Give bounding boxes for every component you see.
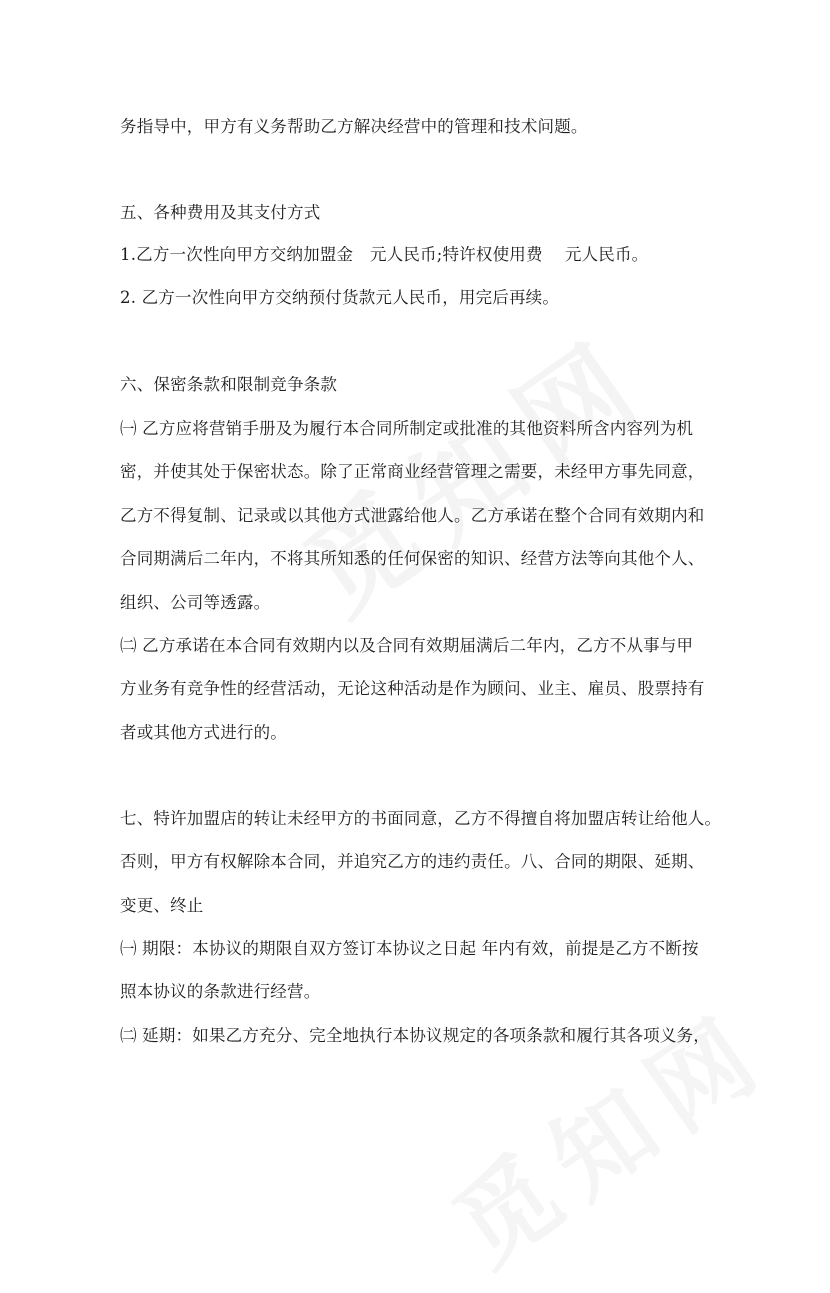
paragraph-line: 变更、终止 xyxy=(120,896,204,915)
paragraph-line: 务指导中，甲方有义务帮助乙方解决经营中的管理和技术问题。 xyxy=(120,117,588,136)
paragraph-line: 否则，甲方有权解除本合同，并追究乙方的违约责任。八、合同的期限、延期、 xyxy=(120,852,705,871)
section-heading-fees: 五、各种费用及其支付方式 xyxy=(120,203,321,222)
paragraph-line: 者或其他方式进行的。 xyxy=(120,723,287,742)
section-heading-confidentiality: 六、保密条款和限制竞争条款 xyxy=(120,375,338,394)
paragraph-line: 组织、公司等透露。 xyxy=(120,593,271,612)
section-heading-transfer: 七、特许加盟店的转让未经甲方的书面同意，乙方不得擅自将加盟店转让给他人。 xyxy=(120,809,722,828)
paragraph-line: 方业务有竞争性的经营活动，无论这种活动是作为顾问、业主、雇员、股票持有 xyxy=(120,679,705,698)
paragraph-line: 2. 乙方一次性向甲方交纳预付货款元人民币，用完后再续。 xyxy=(120,288,560,307)
paragraph-line: 1.乙方一次性向甲方交纳加盟金 元人民币;特许权使用费 元人民币。 xyxy=(120,245,649,264)
paragraph-line: ㈡ 乙方承诺在本合同有效期内以及合同有效期届满后二年内，乙方不从事与甲 xyxy=(120,636,694,655)
paragraph-line: 合同期满后二年内，不将其所知悉的任何保密的知识、经营方法等向其他个人、 xyxy=(120,549,705,568)
paragraph-line: ㈠ 期限：本协议的期限自双方签订本协议之日起 年内有效，前提是乙方不断按 xyxy=(120,939,699,958)
paragraph-line: 乙方不得复制、记录或以其他方式泄露给他人。乙方承诺在整个合同有效期内和 xyxy=(120,506,705,525)
paragraph-line: 照本协议的条款进行经营。 xyxy=(120,982,321,1001)
paragraph-line: ㈡ 延期：如果乙方充分、完全地执行本协议规定的各项条款和履行其各项义务， xyxy=(120,1026,710,1045)
watermark-bottom xyxy=(421,971,794,1292)
paragraph-line: ㈠ 乙方应将营销手册及为履行本合同所制定或批准的其他资料所含内容列为机 xyxy=(120,419,694,438)
paragraph-line: 密，并使其处于保密状态。除了正常商业经营管理之需要，未经甲方事先同意， xyxy=(120,462,705,481)
